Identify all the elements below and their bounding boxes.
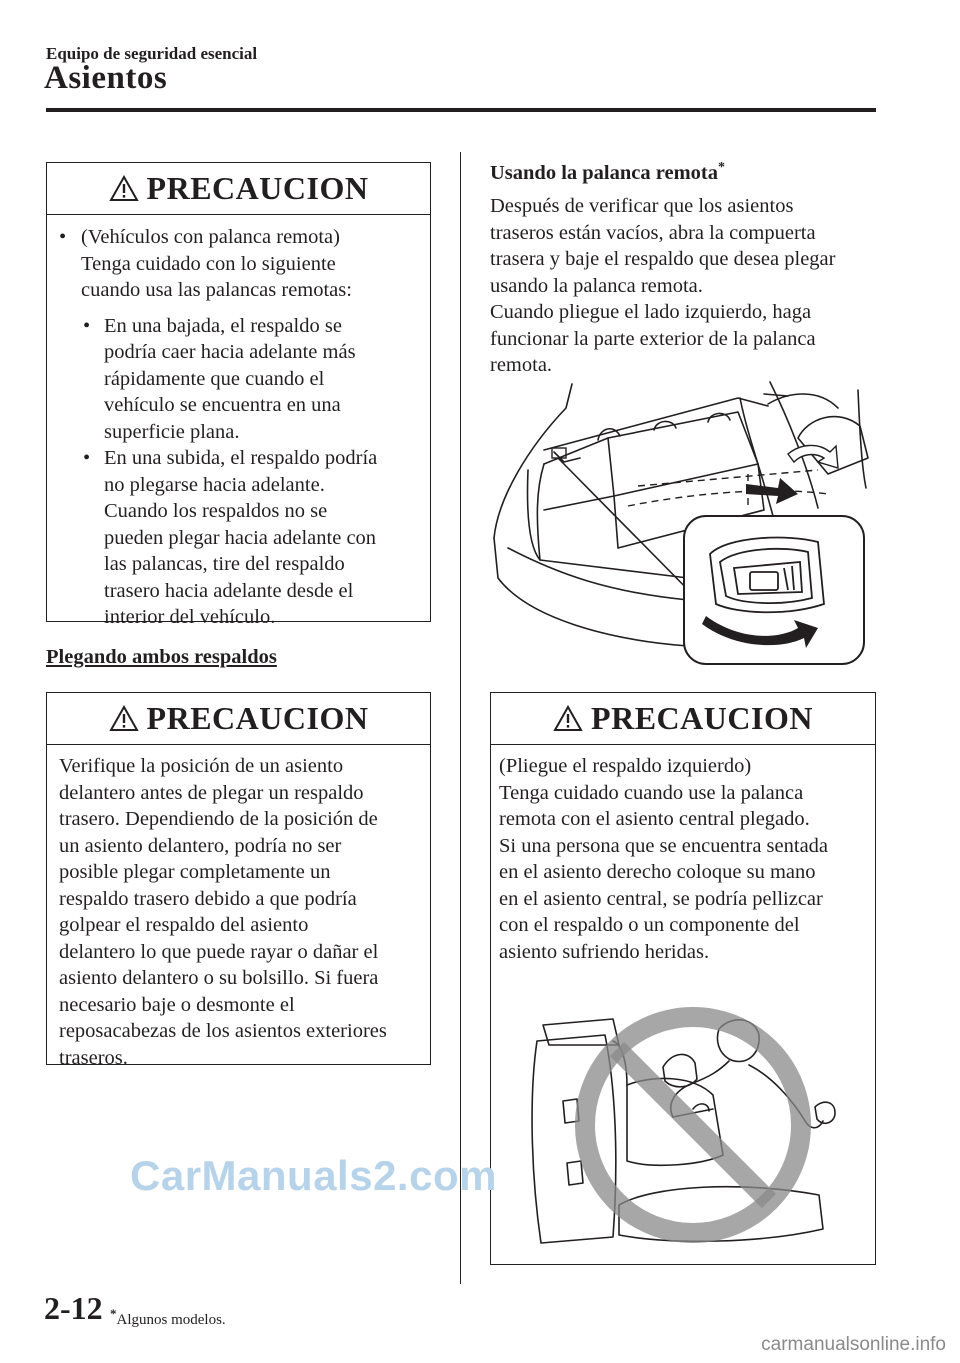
text-line: Tenga cuidado cuando use la palanca bbox=[499, 781, 804, 804]
sub-bullet-dot: • bbox=[83, 447, 91, 469]
text-line: respaldo trasero debido a que podría bbox=[59, 887, 357, 910]
caution-title: PRECAUCION bbox=[591, 700, 813, 736]
remote-lever-heading bbox=[490, 160, 725, 185]
text-line: Cuando los respaldos no se bbox=[104, 500, 328, 522]
caution-body bbox=[47, 215, 430, 631]
caution-box-front-seat bbox=[46, 692, 431, 1069]
text-line: En una bajada, el respaldo se bbox=[104, 314, 342, 337]
footnote-asterisk: * bbox=[110, 1306, 117, 1321]
caution-header bbox=[47, 163, 430, 215]
text-line: Si una persona que se encuentra sentada bbox=[499, 834, 829, 857]
text-line: traseros están vacíos, abra la compuerta bbox=[490, 221, 816, 244]
warning-icon bbox=[109, 175, 139, 202]
text-line: podría caer hacia adelante más bbox=[104, 341, 356, 363]
column-divider bbox=[460, 152, 461, 1284]
subsection-heading: Plegando ambos respaldos bbox=[46, 646, 277, 668]
text-line: reposacabezas de los asientos exteriores bbox=[59, 1020, 387, 1042]
text-line: En una subida, el respaldo podría bbox=[104, 447, 378, 469]
text-line: Tenga cuidado con lo siguiente bbox=[81, 252, 336, 275]
text-line: usando la palanca remota. bbox=[490, 274, 703, 297]
caution-body bbox=[491, 745, 875, 965]
text-line: superficie plana. bbox=[104, 420, 240, 443]
item-heading: (Vehículos con palanca remota) bbox=[81, 226, 340, 248]
footnote bbox=[110, 1306, 226, 1329]
text-line: las palancas, tire del respaldo bbox=[104, 553, 345, 575]
cargo-area-illustration bbox=[488, 378, 876, 668]
text-line: pueden plegar hacia adelante con bbox=[104, 526, 377, 549]
warning-icon bbox=[109, 705, 139, 732]
sub-bullet-item bbox=[83, 445, 420, 631]
text-line: interior del vehículo. bbox=[104, 606, 276, 628]
caution-box-center-seat bbox=[490, 692, 876, 1265]
footnote-text: Algunos modelos. bbox=[116, 1312, 226, 1328]
text-line: Cuando pliegue el lado izquierdo, haga bbox=[490, 301, 812, 323]
page-title: Asientos bbox=[44, 60, 168, 96]
section-label: Equipo de seguridad esencial bbox=[46, 44, 258, 63]
text-line: con el respaldo o un componente del bbox=[499, 914, 800, 936]
heading-text: Usando la palanca remota bbox=[490, 161, 718, 184]
caution-body bbox=[47, 745, 430, 1071]
sub-bullet-item bbox=[83, 313, 420, 446]
text-line: cuando usa las palancas remotas: bbox=[81, 279, 352, 301]
sub-bullet-dot: • bbox=[83, 314, 91, 337]
remote-lever-text bbox=[490, 193, 880, 379]
text-line: trasero. Dependiendo de la posición de bbox=[59, 808, 378, 830]
text-line: un asiento delantero, podría no ser bbox=[59, 834, 342, 857]
title-rule bbox=[46, 108, 876, 112]
text-line: trasera y baje el respaldo que desea plegar bbox=[490, 248, 836, 270]
text-line: trasero hacia adelante desde el bbox=[104, 579, 354, 602]
text-line: remota con el asiento central plegado. bbox=[499, 808, 810, 830]
text-line: funcionar la parte exterior de la palanca bbox=[490, 327, 816, 350]
text-line: en el asiento derecho coloque su mano bbox=[499, 861, 816, 883]
text-line: necesario baje o desmonte el bbox=[59, 993, 295, 1016]
warning-icon bbox=[553, 705, 583, 732]
text-line: posible plegar completamente un bbox=[59, 861, 331, 883]
text-line: vehículo se encuentra en una bbox=[104, 394, 341, 416]
caution-title: PRECAUCION bbox=[146, 170, 369, 206]
text-line: golpear el respaldo del asiento bbox=[59, 914, 309, 936]
text-line: asiento sufriendo heridas. bbox=[499, 940, 710, 963]
text-line: traseros. bbox=[59, 1046, 128, 1069]
pinch-hazard-illustration bbox=[523, 1005, 843, 1255]
model-asterisk: * bbox=[717, 160, 725, 175]
page-number: 2-12 bbox=[44, 1290, 103, 1326]
text-line: delantero antes de plegar un respaldo bbox=[59, 781, 364, 804]
text-line: remota. bbox=[490, 354, 553, 376]
footer-site-link[interactable]: carmanualsonline.info bbox=[761, 1334, 946, 1355]
text-line: asiento delantero o su bolsillo. Si fuera bbox=[59, 967, 379, 989]
caution-header bbox=[47, 693, 430, 745]
text-line: (Pliegue el respaldo izquierdo) bbox=[499, 755, 752, 777]
text-line: en el asiento central, se podría pellizcar bbox=[499, 887, 823, 910]
caution-title: PRECAUCION bbox=[146, 700, 369, 736]
bullet-item bbox=[59, 224, 420, 304]
bullet-dot: • bbox=[59, 226, 67, 248]
text-line: rápidamente que cuando el bbox=[104, 367, 325, 390]
text-line: Verifique la posición de un asiento bbox=[59, 755, 344, 777]
caution-box-remote-lever bbox=[46, 162, 431, 628]
text-line: Después de verificar que los asientos bbox=[490, 195, 794, 217]
caution-header bbox=[491, 693, 875, 745]
text-line: no plegarse hacia adelante. bbox=[104, 473, 325, 496]
watermark-logo: CarManuals2.com bbox=[130, 1152, 497, 1199]
text-line: delantero lo que puede rayar o dañar el bbox=[59, 940, 379, 963]
